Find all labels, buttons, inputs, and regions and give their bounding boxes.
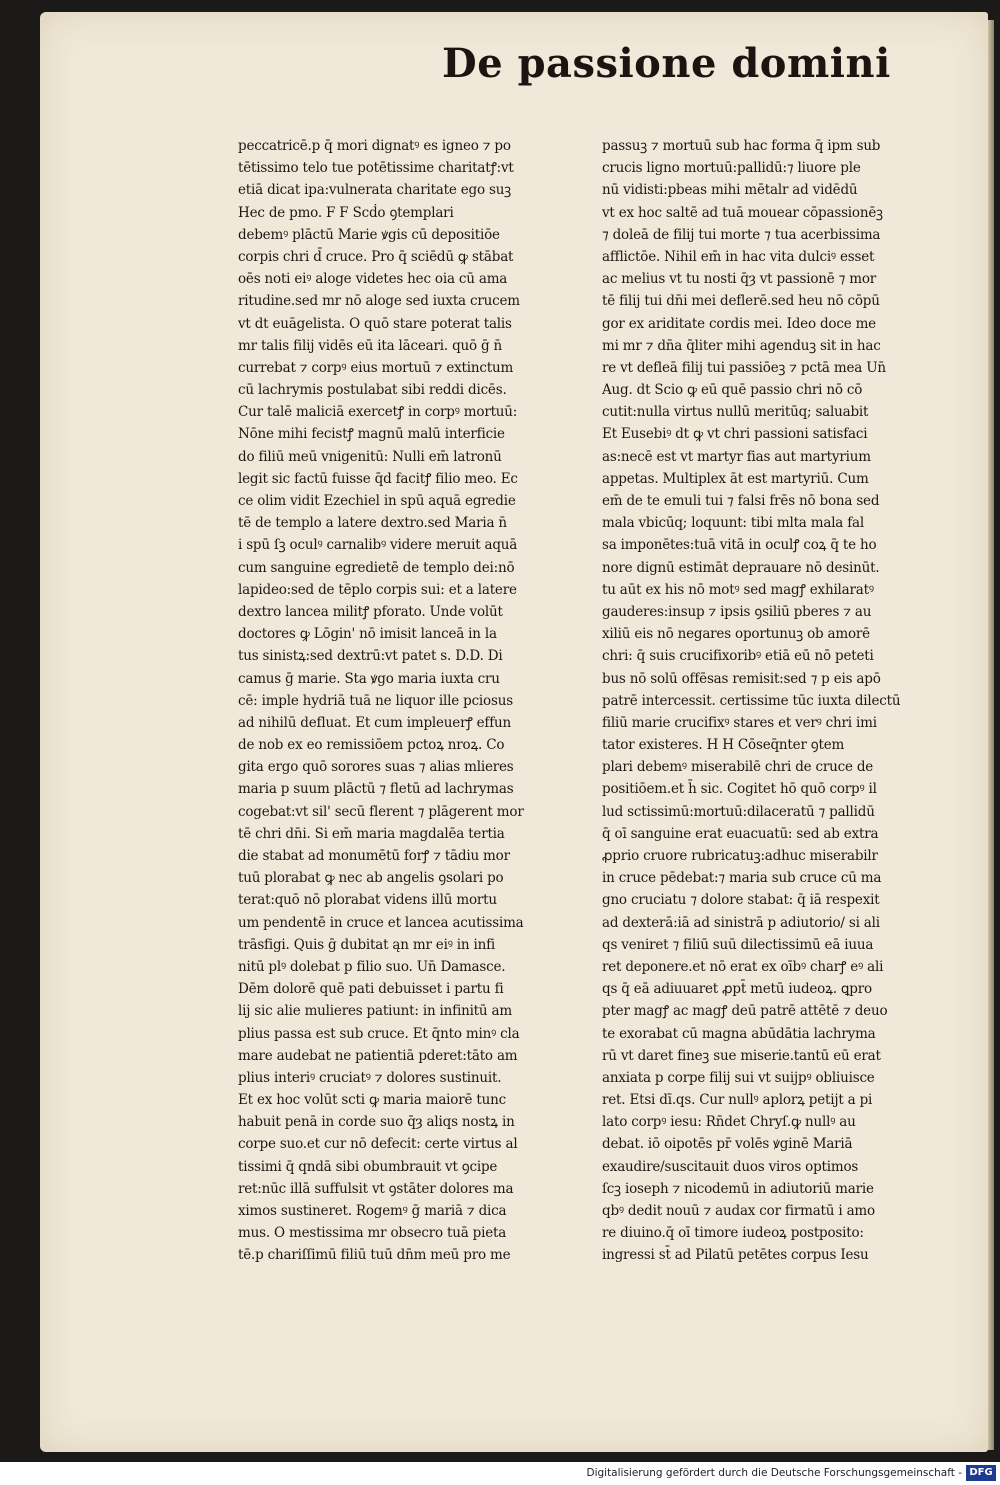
text-line: ſcꝫ ioseph ⁊ nicodemū in adiutoriū marie [602, 1180, 874, 1197]
text-line: xiliū eis nō negares oportunuꝫ ob amorē [602, 626, 870, 643]
text-line: ret. Etsi dī.qs. Cur nullꝰ aplorꝝ petijt a pi [602, 1092, 873, 1109]
page-edge [988, 20, 994, 1450]
text-line: re diuino.q̄ oī timore iudeoꝝ postposito: [602, 1225, 864, 1242]
digitization-credit: Digitalisierung gefördert durch die Deutsche Forschungsgemeinschaft - [586, 1467, 962, 1479]
text-line: die stabat ad monumētū forꝭ ⁊ tādiu mor [238, 848, 510, 864]
text-line: sa imponētes:tuā vitā in oculꝭ coꝝ q̄ te ho [602, 537, 877, 554]
text-line: nū vidisti:pbeas mihi mētalr ad vidēdū [602, 182, 858, 199]
text-line: debat. iō oipotēs pr̄ volēs ꝟginē Mariā [602, 1136, 853, 1153]
text-line: ad dexterā:iā ad sinistrā p adiutorio/ si ali [602, 914, 880, 931]
text-line: dextro lancea militꝭ pforato. Unde volūt [238, 603, 503, 620]
text-line: mala vbicūq; loquunt: tibi mlta mala fal [602, 515, 865, 532]
text-line: tuū plorabat ꝙ nec ab angelis ꝯsolari po [238, 870, 504, 887]
text-line: um pendentē in cruce et lancea acutissima [238, 914, 524, 931]
text-line: etiā dicat ipa:vulnerata charitate ego suꝫ [238, 182, 511, 199]
text-line: gor ex ariditate cordis mei. Ideo doce me [602, 315, 876, 332]
text-line: filiū marie crucifixꝰ stares et verꝰ chri imi [602, 714, 877, 731]
text-line: de nob ex eo remissiōem pctoꝝ nroꝝ. Co [238, 737, 505, 754]
text-line: vt ex hoc saltē ad tuā mouear cōpassionēꝫ [602, 204, 883, 221]
text-line: patrē intercessit. certissime tūc iuxta dilectū [602, 692, 901, 709]
text-line: corpis chri d̄ cruce. Pro q̄ sciēdū ꝙ stābat [238, 248, 514, 265]
text-line: ⁊ doleā de filij tui morte ⁊ tua acerbissima [602, 226, 881, 243]
left-text-column [238, 135, 583, 1267]
text-line: i spū ſꝫ oculꝰ carnalibꝰ videre meruit aquā [238, 537, 518, 554]
text-line: plius interiꝰ cruciatꝰ ⁊ dolores sustinuit. [238, 1069, 502, 1086]
text-line: te exorabat cū magna abūdātia lachryma [602, 1025, 876, 1042]
text-line: Aug. dt Scio ꝙ eū quē passio chri nō cō [602, 382, 863, 399]
text-line: lud sctissimū:mortuū:dilaceratū ⁊ pallidū [602, 803, 875, 820]
text-line: bus nō solū offēsas remisit:sed ⁊ p eis apō [602, 670, 881, 687]
dfg-logo: DFG [966, 1465, 996, 1481]
text-line: mr talis filij vidēs eū ita lāceari. quō ḡ n̄ [238, 337, 503, 354]
text-line: tē.p chariſſimū filiū tuū dn̄m meū pro me [238, 1247, 511, 1264]
text-line: mi mr ⁊ dn̄a q̄liter mihi agenduꝫ sit in hac [602, 337, 881, 354]
text-line: tus sinistꝝ:sed dextrū:vt patet s. D.D. Di [238, 648, 503, 665]
text-line: qbꝰ dedit nouū ⁊ audax cor firmatū i amo [602, 1203, 875, 1219]
text-line: plari debemꝰ miserabilē chri de cruce de [602, 759, 874, 776]
text-line: tētissimo telo tue potētissime charitatꝭ:vt [238, 160, 514, 177]
text-line: mus. O mestissima mr obsecro tuā pieta [238, 1225, 507, 1242]
text-line: nore dignū estimāt deprauare nō desinūt. [602, 559, 880, 576]
text-line: doctores ꝙ Lōgin' nō imisit lanceā in la [238, 626, 497, 643]
text-line: re vt defleā filij tui passiōeꝫ ⁊ pctā mea Un̄ [602, 359, 886, 376]
text-line: cutit:nulla virtus nullū meritūq; saluabit [602, 404, 869, 421]
text-line: Cur talē maliciā exercetꝭ in corpꝰ mortuū: [238, 404, 518, 421]
text-line: tē filij tui dn̄i mei deflerē.sed heu nō cōpū [602, 293, 880, 310]
text-line: tē de templo a latere dextro.sed Maria n̄ [238, 515, 507, 532]
text-line: lato corpꝰ iesu: Rn̄det Chryſ.ꝙ nullꝰ au [602, 1114, 856, 1131]
text-line: Nōne mihi fecistꝭ magnū malū interficie [238, 426, 505, 443]
text-line: passuꝫ ⁊ mortuū sub hac forma q̄ ipm sub [602, 138, 881, 154]
text-line: Hec de pmo. F F Scḋo ꝯtemplari [238, 204, 454, 221]
text-line: ingressi st̄ ad Pilatū petētes corpus Iesu [602, 1247, 869, 1264]
text-line: lij sic alie mulieres patiunt: in infinitū am [238, 1003, 512, 1020]
text-line: maria p suum plāctū ⁊ fletū ad lachrymas [238, 781, 514, 798]
text-line: as:necē est vt martyr fias aut martyrium [602, 448, 871, 465]
text-line: peccatricē.p q̄ mori dignatꝰ es igneo ⁊ po [238, 138, 511, 154]
text-line: terat:quō nō plorabat videns illū mortu [238, 892, 497, 909]
running-title: De passione domini [442, 40, 891, 87]
text-line: exaudire/suscitauit duos viros optimos [602, 1158, 859, 1175]
bleed-through-ghost-text [352, 62, 432, 102]
text-line: anxiata p corpe filij sui vt suijpꝰ obliuisce [602, 1069, 875, 1086]
text-line: crucis ligno mortuū:pallidū:⁊ liuore ple [602, 160, 861, 177]
text-line: Et Eusebiꝰ dt ꝙ vt chri passioni satisfaci [602, 426, 868, 443]
right-text-column [602, 135, 937, 1267]
text-line: cogebat:vt sil' secū flerent ⁊ plāgerent mor [238, 803, 524, 820]
text-line: do filiū meū vnigenitū: Nulli em̄ latronū [238, 448, 502, 465]
text-line: gauderes:insup ⁊ ipsis ꝯsiliū pberes ⁊ au [602, 603, 872, 620]
text-line: ret:nūc illā suffulsit vt ꝯstāter dolores ma [238, 1180, 514, 1197]
text-line: positiōem.et h̄ sic. Cogitet hō quō corpꝰ il [602, 781, 877, 798]
text-line: ce olim vidit Ezechiel in spū aquā egredie [238, 493, 516, 509]
text-line: camus ḡ marie. Sta ꝟgo maria iuxta cru [238, 670, 500, 687]
text-line: ꝓprio cruore rubricatuꝫ:adhuc miserabilr [602, 848, 878, 864]
text-line: tē chri dn̄i. Si em̄ maria magdalēa tertia [238, 825, 505, 842]
text-line: legit sic factū fuisse q̄d facitꝭ filio meo. Ec [238, 470, 518, 487]
text-line: rū vt daret fineꝫ sue miserie.tantū eū erat [602, 1047, 881, 1064]
text-line: ad nihilū defluat. Et cum impleuerꝭ effun [238, 714, 511, 731]
text-line: tu aūt ex his nō motꝰ sed magꝭ exhilaratꝰ [602, 581, 874, 598]
text-line: Et ex hoc volūt scti ꝙ maria maiorē tunc [238, 1092, 506, 1109]
text-line: chri: q̄ suis crucifixoribꝰ etiā eū nō peteti [602, 648, 874, 665]
text-line: oēs noti eiꝰ aloge videtes hec oia cū ama [238, 271, 508, 288]
text-line: qs veniret ⁊ filiū suū dilectissimū eā iuua [602, 936, 874, 953]
text-line: cum sanguine egredietē de templo dei:nō [238, 559, 515, 576]
text-line: vt dt euāgelista. O quō stare poterat talis [238, 315, 512, 332]
text-line: q̄ oī sanguine erat euacuatū: sed ab extra [602, 825, 879, 842]
text-line: afflictōe. Nihil em̄ in hac vita dulciꝰ esset [602, 248, 875, 265]
text-line: em̄ de te emuli tui ⁊ falsi frēs nō bona sed [602, 493, 880, 509]
text-line: appetas. Multiplex āt est martyriū. Cum [602, 470, 869, 487]
text-line: habuit penā in corde suo q̄ȝ aliqs nostꝝ in [238, 1114, 515, 1131]
text-line: gita ergo quō sorores suas ⁊ alias mlieres [238, 759, 514, 776]
text-line: Dēm dolorē quē pati debuisset i partu fi [238, 981, 504, 998]
text-line: tissimi q̄ qndā sibi obumbrauit vt ꝯcipe [238, 1158, 498, 1175]
text-line: ximos sustineret. Rogemꝰ ḡ mariā ⁊ dica [238, 1203, 507, 1219]
text-line: lapideo:sed de tēplo corpis sui: et a latere [238, 581, 517, 598]
text-line: trāsfigi. Quis ḡ dubitat ąn mr eiꝰ in infi [238, 936, 495, 953]
text-line: nitū plꝰ dolebat p filio suo. Un̄ Damasce. [238, 958, 506, 975]
text-line: in cruce pēdebat:⁊ maria sub cruce cū ma [602, 870, 882, 887]
text-line: cē: imple hydriā tuā ne liquor ille pciosus [238, 692, 513, 709]
text-line: currebat ⁊ corpꝰ eius mortuū ⁊ extinctum [238, 359, 514, 376]
text-line: plius passa est sub cruce. Et q̄nto minꝰ cla [238, 1025, 520, 1042]
text-line: corpe suo.et cur nō defecit: certe virtus al [238, 1136, 518, 1153]
text-line: mare audebat ne patientiā pderet:tāto am [238, 1047, 518, 1064]
text-line: tator existeres. H H Cōseq̄nter ꝯtem [602, 737, 845, 754]
text-line: ritudine.sed mr nō aloge sed iuxta crucem [238, 293, 520, 310]
text-line: ret deponere.et nō erat ex oībꝰ charꝭ eꝰ ali [602, 958, 884, 975]
text-line: qs q̄ eā adiuuaret ꝓpt̄ metū iudeoꝝ. ꝗpro [602, 981, 872, 998]
text-line: pter magꝭ ac magꝭ deū patrē attētē ⁊ deuo [602, 1003, 888, 1020]
text-line: gno cruciatu ⁊ dolore stabat: q̄ iā respexit [602, 892, 880, 909]
text-line: cū lachrymis postulabat sibi reddi dicēs. [238, 382, 507, 399]
text-line: debemꝰ plāctū Marie ꝟgis cū depositiōe [238, 226, 500, 243]
text-line: ac melius vt tu nosti q̄ȝ vt passionē ⁊ mor [602, 271, 877, 288]
